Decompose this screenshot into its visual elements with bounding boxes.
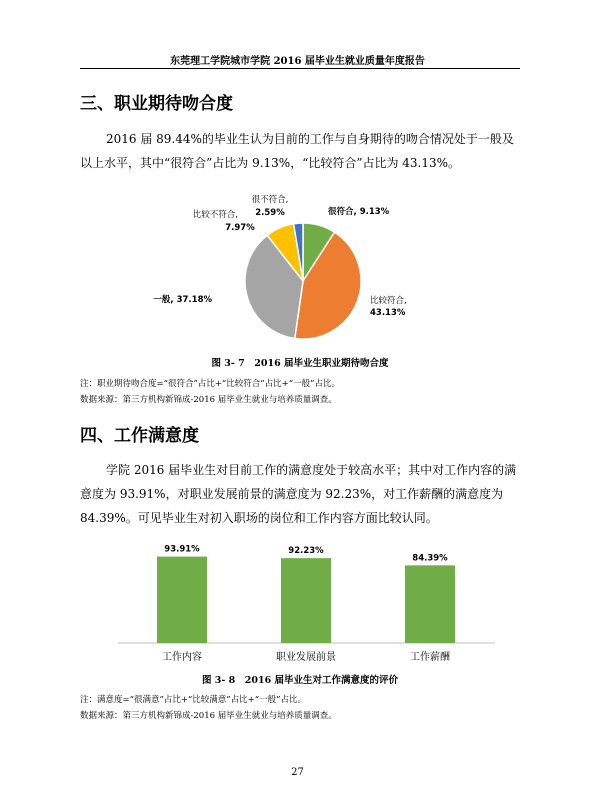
- pie-label-3-1: 7.97%: [225, 223, 255, 233]
- page-header: 东莞理工学院城市学院 2016 届毕业生就业质量年度报告: [170, 56, 425, 67]
- pie-label-1-1: 43.13%: [370, 308, 406, 318]
- pie-label-4-1: 2.59%: [255, 208, 285, 218]
- bar-chart: [80, 535, 520, 665]
- bar-0: [157, 557, 207, 643]
- page-number: 27: [291, 767, 304, 778]
- pie-label-1-0: 比较符合,: [370, 296, 407, 306]
- pie-label-2: 一般, 37.18%: [153, 295, 212, 305]
- bar-source: 数据来源：第三方机构新锦成-2016 届毕业生就业与培养质量调查。: [80, 711, 337, 721]
- bar-2: [405, 565, 455, 643]
- pie-label-0: 很符合, 9.13%: [328, 207, 390, 217]
- bar-category-label-0: 工作内容: [162, 652, 202, 663]
- section-title-satisfaction: 四、工作满意度: [80, 426, 199, 446]
- bar-1: [281, 558, 331, 643]
- bar-value-label-0: 93.91%: [164, 544, 200, 555]
- pie-label-4-0: 很不符合,: [251, 195, 289, 205]
- bar-value-label-1: 92.23%: [288, 546, 324, 557]
- pie-chart: [80, 187, 520, 357]
- career-match-paragraph: 2016 届 89.44%的毕业生认为目前的工作与自身期待的吻合情况处于一般及以上水平，其中“很符合”占比为 9.13%，“比较符合”占比为 43.13%。: [80, 132, 514, 170]
- section-title-career-match: 三、职业期待吻合度: [80, 94, 233, 114]
- bar-note: 注：满意度=“很满意”占比+“比较满意”占比+“一般”占比。: [80, 695, 306, 705]
- bar-category-label-1: 职业发展前景: [276, 652, 336, 663]
- satisfaction-paragraph: 学院 2016 届毕业生对目前工作的满意度处于较高水平；其中对工作内容的满意度为 93.91%，对职业发展前景的满意度为 92.23%，对工作薪酬的满意度为 84.39%。可见毕业生对初入职场的岗位和工作内容方面比较认同。: [80, 463, 517, 525]
- bar-category-label-2: 工作薪酬: [410, 652, 450, 663]
- bar-value-label-2: 84.39%: [412, 553, 448, 564]
- figure-caption-pie: 图 3- 7 2016 届毕业生职业期待吻合度: [211, 358, 389, 369]
- figure-caption-bar: 图 3- 8 2016 届毕业生对工作满意度的评价: [201, 675, 399, 686]
- pie-source: 数据来源：第三方机构新锦成-2016 届毕业生就业与培养质量调查。: [80, 395, 337, 405]
- pie-note: 注：职业期待吻合度=“很符合”占比+“比较符合”占比+“一般”占比。: [80, 379, 340, 389]
- header-rule: [80, 68, 520, 69]
- pie-label-3-0: 比较不符合,: [192, 210, 238, 220]
